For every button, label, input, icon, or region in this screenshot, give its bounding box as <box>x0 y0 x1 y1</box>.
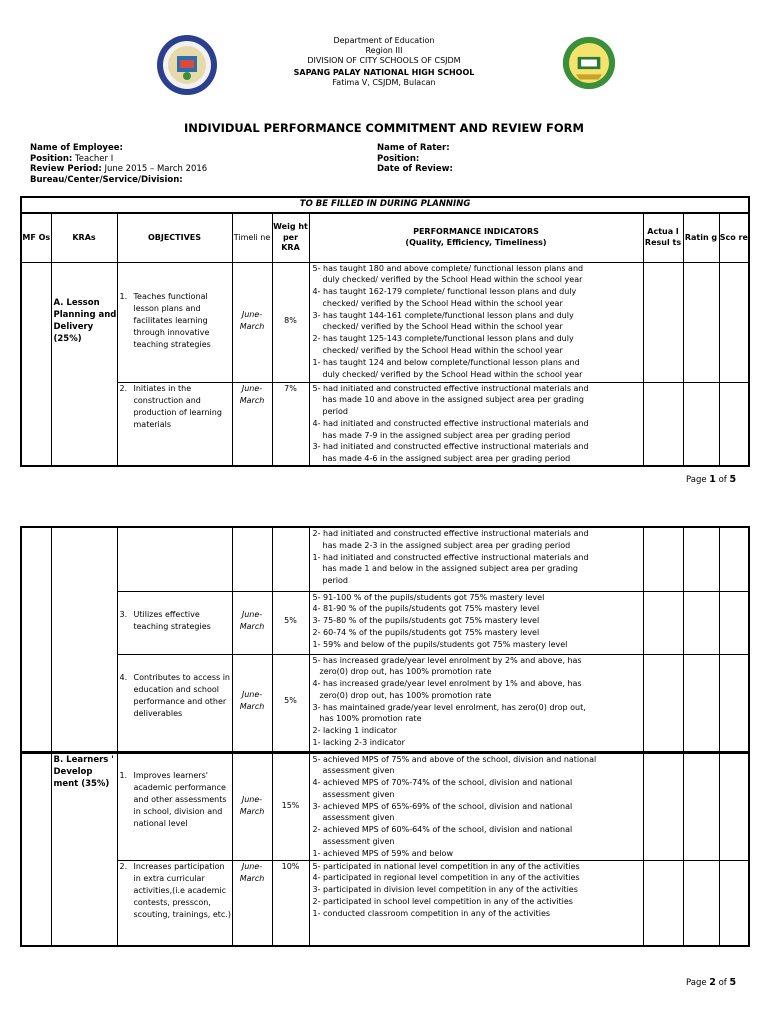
timeline-value: June-March <box>239 794 265 816</box>
indicator-line: 5- 91-100 % of the pupils/students got 75% mastery level <box>312 592 545 602</box>
table-row <box>21 752 749 860</box>
timeline-value: June-March <box>239 689 265 711</box>
timeline-cell <box>232 752 272 860</box>
school-name: SAPANG PALAY NATIONAL HIGH SCHOOL <box>293 68 475 77</box>
indicator-line: 5- had initiated and constructed effective instructional materials and <box>312 383 589 393</box>
indicator-line: checked/ verified by the School Head within the school year <box>322 298 563 308</box>
indicator-line: 5- achieved MPS of 75% and above of the school, division and national <box>312 754 597 764</box>
page-total: 5 <box>729 474 737 485</box>
timeline-value: June-March <box>239 383 265 405</box>
header-line-2: Region III <box>365 46 403 55</box>
weight-cell <box>272 654 309 752</box>
objective-text: Utilizes effective teaching strategies <box>133 609 211 631</box>
header-actual-results: Actua l Resul ts <box>643 213 683 262</box>
indicator-line: zero(0) drop out, has 100% promotion rate <box>319 690 492 700</box>
weight-value: 5% <box>284 615 297 625</box>
timeline-value: June-March <box>239 609 265 631</box>
score-cell[interactable] <box>719 591 749 654</box>
indicator-line: 1- lacking 2-3 indicator <box>312 738 405 748</box>
weight-value: 8% <box>284 315 297 325</box>
rater-name-label: Name of Rater: <box>377 143 450 153</box>
pi-subtitle: (Quality, Efficiency, Timeliness) <box>405 237 547 247</box>
indicators-cell <box>309 527 643 591</box>
weight-cell <box>272 591 309 654</box>
page-current: 2 <box>709 977 716 988</box>
weight-cell <box>272 860 309 946</box>
indicators-cell <box>309 752 643 860</box>
review-period-label: Review Period: <box>30 164 102 174</box>
objective-number: 2. <box>119 861 128 871</box>
rating-cell[interactable] <box>683 527 719 591</box>
position-value: Teacher I <box>75 153 114 164</box>
timeline-cell <box>232 654 272 752</box>
page-number-2 <box>686 977 736 988</box>
bureau-label: Bureau/Center/Service/Division: <box>30 174 183 185</box>
header-line-1: Department of Education <box>333 36 435 45</box>
school-address: Fatima V, CSJDM, Bulacan <box>332 78 436 87</box>
review-date-label: Date of Review: <box>377 164 453 174</box>
indicator-line: duly checked/ verified by the School Head within the school year <box>322 369 583 379</box>
indicators-cell <box>309 591 643 654</box>
indicator-line: has made 10 and above in the assigned subject area per grading <box>322 395 584 405</box>
indicator-line: 1- 59% and below of the pupils/students got 75% mastery level <box>312 639 568 649</box>
table-row <box>21 654 749 752</box>
page-prefix: Page <box>686 475 710 485</box>
header-line-3: DIVISION OF CITY SCHOOLS OF CSJDM <box>307 56 461 65</box>
table-row <box>21 591 749 654</box>
actual-results-cell[interactable] <box>643 382 683 466</box>
weight-value: 5% <box>284 695 297 705</box>
indicator-line: 3- has taught 144-161 complete/functional lesson plans and duly <box>312 310 574 320</box>
kra-b-cell <box>51 752 117 946</box>
indicator-line: has made 2-3 in the assigned subject area per grading period <box>322 540 571 550</box>
objective-cell <box>117 654 232 752</box>
planning-banner: TO BE FILLED IN DURING PLANNING <box>21 197 749 213</box>
objective-text: Initiates in the construction and production of learning materials <box>133 383 222 430</box>
objective-cell <box>117 262 232 382</box>
objective-cell <box>117 860 232 946</box>
indicator-line: 2- achieved MPS of 60%-64% of the school, division and national <box>312 825 573 835</box>
page-prefix: Page <box>686 978 710 988</box>
timeline-value: June-March <box>239 309 265 331</box>
indicator-line: 4- 81-90 % of the pupils/students got 75% mastery level <box>312 604 540 614</box>
indicator-line: has made 1 and below in the assigned subject area per grading <box>322 564 578 574</box>
indicator-line: 3- has maintained grade/year level enrolment, has zero(0) drop out, <box>312 702 586 712</box>
table-row <box>21 860 749 946</box>
indicator-line: 1- had initiated and constructed effective instructional materials and <box>312 552 589 562</box>
table-row <box>21 382 749 466</box>
indicator-line: assessment given <box>322 837 395 847</box>
kra-a-cell <box>51 262 117 466</box>
objective-text: Contributes to access in education and school performance and other deliverables <box>133 672 230 719</box>
objective-cell <box>117 752 232 860</box>
review-period-value: June 2015 – March 2016 <box>104 164 208 174</box>
timeline-value: June-March <box>239 861 265 883</box>
indicator-line: assessment given <box>322 813 395 823</box>
indicator-line: assessment given <box>322 766 395 776</box>
page-of: of <box>715 475 730 485</box>
indicator-line: 2- had initiated and constructed effective instructional materials and <box>312 529 589 538</box>
table-row <box>21 262 749 382</box>
document-header <box>200 36 568 88</box>
actual-results-cell[interactable] <box>643 752 683 860</box>
rating-cell[interactable] <box>683 382 719 466</box>
score-cell[interactable] <box>719 654 749 752</box>
timeline-cell <box>232 262 272 382</box>
table-row <box>21 527 749 591</box>
indicator-line: 4- had initiated and constructed effective instructional materials and <box>312 418 589 428</box>
score-cell[interactable] <box>719 527 749 591</box>
weight-value: 10% <box>281 861 300 871</box>
objective-cell <box>117 382 232 466</box>
indicator-line: 1- has taught 124 and below complete/functional lesson plans and <box>312 357 580 367</box>
header-weight: Weig ht per KRA <box>272 213 309 262</box>
page-current: 1 <box>709 474 716 485</box>
indicators-cell <box>309 382 643 466</box>
objective-text: Improves learners' academic performance and other assessments in school, division and national level <box>133 770 227 829</box>
page-total: 5 <box>729 977 737 988</box>
ipcrf-table-page-1 <box>20 196 750 467</box>
objective-number: 1. <box>119 291 128 301</box>
indicators-cell <box>309 654 643 752</box>
kra-b-label: B. Learners ' Develop ment (35%) <box>53 754 114 789</box>
rating-cell[interactable] <box>683 752 719 860</box>
kra-cell <box>51 527 117 752</box>
header-timeline: Timeli ne <box>232 213 272 262</box>
page-of: of <box>715 978 730 988</box>
indicator-line: 5- has taught 180 and above complete/ functional lesson plans and <box>312 263 584 273</box>
rater-info <box>377 143 453 175</box>
page-number-1 <box>686 474 736 485</box>
indicator-line: 2- lacking 1 indicator <box>312 726 397 736</box>
rating-cell[interactable] <box>683 591 719 654</box>
indicator-line: 4- participated in regional level competition in any of the activities <box>312 873 580 883</box>
position-label: Position: <box>30 153 73 164</box>
mfo-cell <box>21 527 51 752</box>
indicator-line: 4- has taught 162-179 complete/ functional lesson plans and duly <box>312 287 577 297</box>
indicator-line: has 100% promotion rate <box>319 714 422 724</box>
indicator-line: 1- conducted classroom competition in any of the activities <box>312 908 551 918</box>
timeline-cell <box>232 860 272 946</box>
weight-cell <box>272 752 309 860</box>
header-rating: Ratin g <box>683 213 719 262</box>
actual-results-cell[interactable] <box>643 860 683 946</box>
indicator-line: has made 4-6 in the assigned subject area per grading period <box>322 454 571 464</box>
indicator-line: checked/ verified by the School Head within the school year <box>322 322 563 332</box>
header-mfos: MF Os <box>21 213 51 262</box>
employee-info <box>30 143 207 185</box>
weight-cell <box>272 382 309 466</box>
actual-results-cell[interactable] <box>643 262 683 382</box>
indicator-line: 1- achieved MPS of 59% and below <box>312 848 453 858</box>
indicator-line: zero(0) drop out, has 100% promotion rate <box>319 667 492 677</box>
indicator-line: 2- 60-74 % of the pupils/students got 75% mastery level <box>312 627 540 637</box>
score-cell[interactable] <box>719 262 749 382</box>
objective-text: Teaches functional lesson plans and facilitates learning through innovative teaching strategies <box>133 291 211 350</box>
score-cell[interactable] <box>719 860 749 946</box>
objective-number: 4. <box>119 672 128 682</box>
objective-cell <box>117 527 232 591</box>
rating-cell[interactable] <box>683 860 719 946</box>
indicator-line: checked/ verified by the School Head within the school year <box>322 346 563 356</box>
indicator-line: 2- has taught 125-143 complete/functional lesson plans and duly <box>312 334 574 344</box>
actual-results-cell[interactable] <box>643 654 683 752</box>
indicator-line: 4- has increased grade/year level enrolment by 1% and above, has <box>312 679 582 689</box>
header-objectives: OBJECTIVES <box>117 213 232 262</box>
indicator-line: 4- achieved MPS of 70%-74% of the school, division and national <box>312 778 573 788</box>
indicator-line: 2- participated in school level competition in any of the activities <box>312 897 573 907</box>
indicators-cell <box>309 860 643 946</box>
ipcrf-table-page-2 <box>20 526 750 947</box>
indicator-line: 3- had initiated and constructed effective instructional materials and <box>312 442 589 452</box>
score-cell[interactable] <box>719 382 749 466</box>
indicator-line: assessment given <box>322 789 395 799</box>
objective-number: 2. <box>119 383 128 393</box>
indicator-line: 3- participated in division level competition in any of the activities <box>312 885 578 895</box>
indicators-cell <box>309 262 643 382</box>
objective-text: Increases participation in extra curricular activities,(i.e academic contests, pressсon, scouting, trainings, etc.) <box>133 861 231 920</box>
timeline-cell <box>232 527 272 591</box>
mfo-cell <box>21 262 51 466</box>
weight-value: 7% <box>284 383 297 393</box>
weight-value: 15% <box>281 800 300 810</box>
kra-a-label: A. Lesson Planning and Delivery (25%) <box>53 297 117 344</box>
score-cell[interactable] <box>719 752 749 860</box>
division-seal-logo <box>562 36 616 90</box>
rating-cell[interactable] <box>683 262 719 382</box>
indicator-line: 5- participated in national level competition in any of the activities <box>312 861 580 871</box>
indicator-line: 3- achieved MPS of 65%-69% of the school, division and national <box>312 801 573 811</box>
header-performance-indicators <box>309 213 643 262</box>
pi-title: PERFORMANCE INDICATORS <box>413 227 539 237</box>
actual-results-cell[interactable] <box>643 591 683 654</box>
header-score: Sco re <box>719 213 749 262</box>
indicator-line: period <box>322 576 348 586</box>
rating-cell[interactable] <box>683 654 719 752</box>
weight-cell <box>272 262 309 382</box>
employee-name-label: Name of Employee: <box>30 143 123 153</box>
timeline-cell <box>232 591 272 654</box>
objective-number: 1. <box>119 770 128 780</box>
indicator-line: 3- 75-80 % of the pupils/students got 75% mastery level <box>312 616 540 626</box>
indicator-line: period <box>322 407 348 417</box>
rater-position-label: Position: <box>377 153 420 164</box>
actual-results-cell[interactable] <box>643 527 683 591</box>
form-title: INDIVIDUAL PERFORMANCE COMMITMENT AND REVIEW FORM <box>183 121 584 135</box>
mfo-cell <box>21 752 51 946</box>
indicator-line: has made 7-9 in the assigned subject area per grading period <box>322 430 571 440</box>
objective-cell <box>117 591 232 654</box>
weight-cell <box>272 527 309 591</box>
header-kras: KRAs <box>51 213 117 262</box>
objective-number: 3. <box>119 609 128 619</box>
timeline-cell <box>232 382 272 466</box>
indicator-line: 5- has increased grade/year level enrolment by 2% and above, has <box>312 655 582 665</box>
indicator-line: duly checked/ verified by the School Head within the school year <box>322 275 583 285</box>
